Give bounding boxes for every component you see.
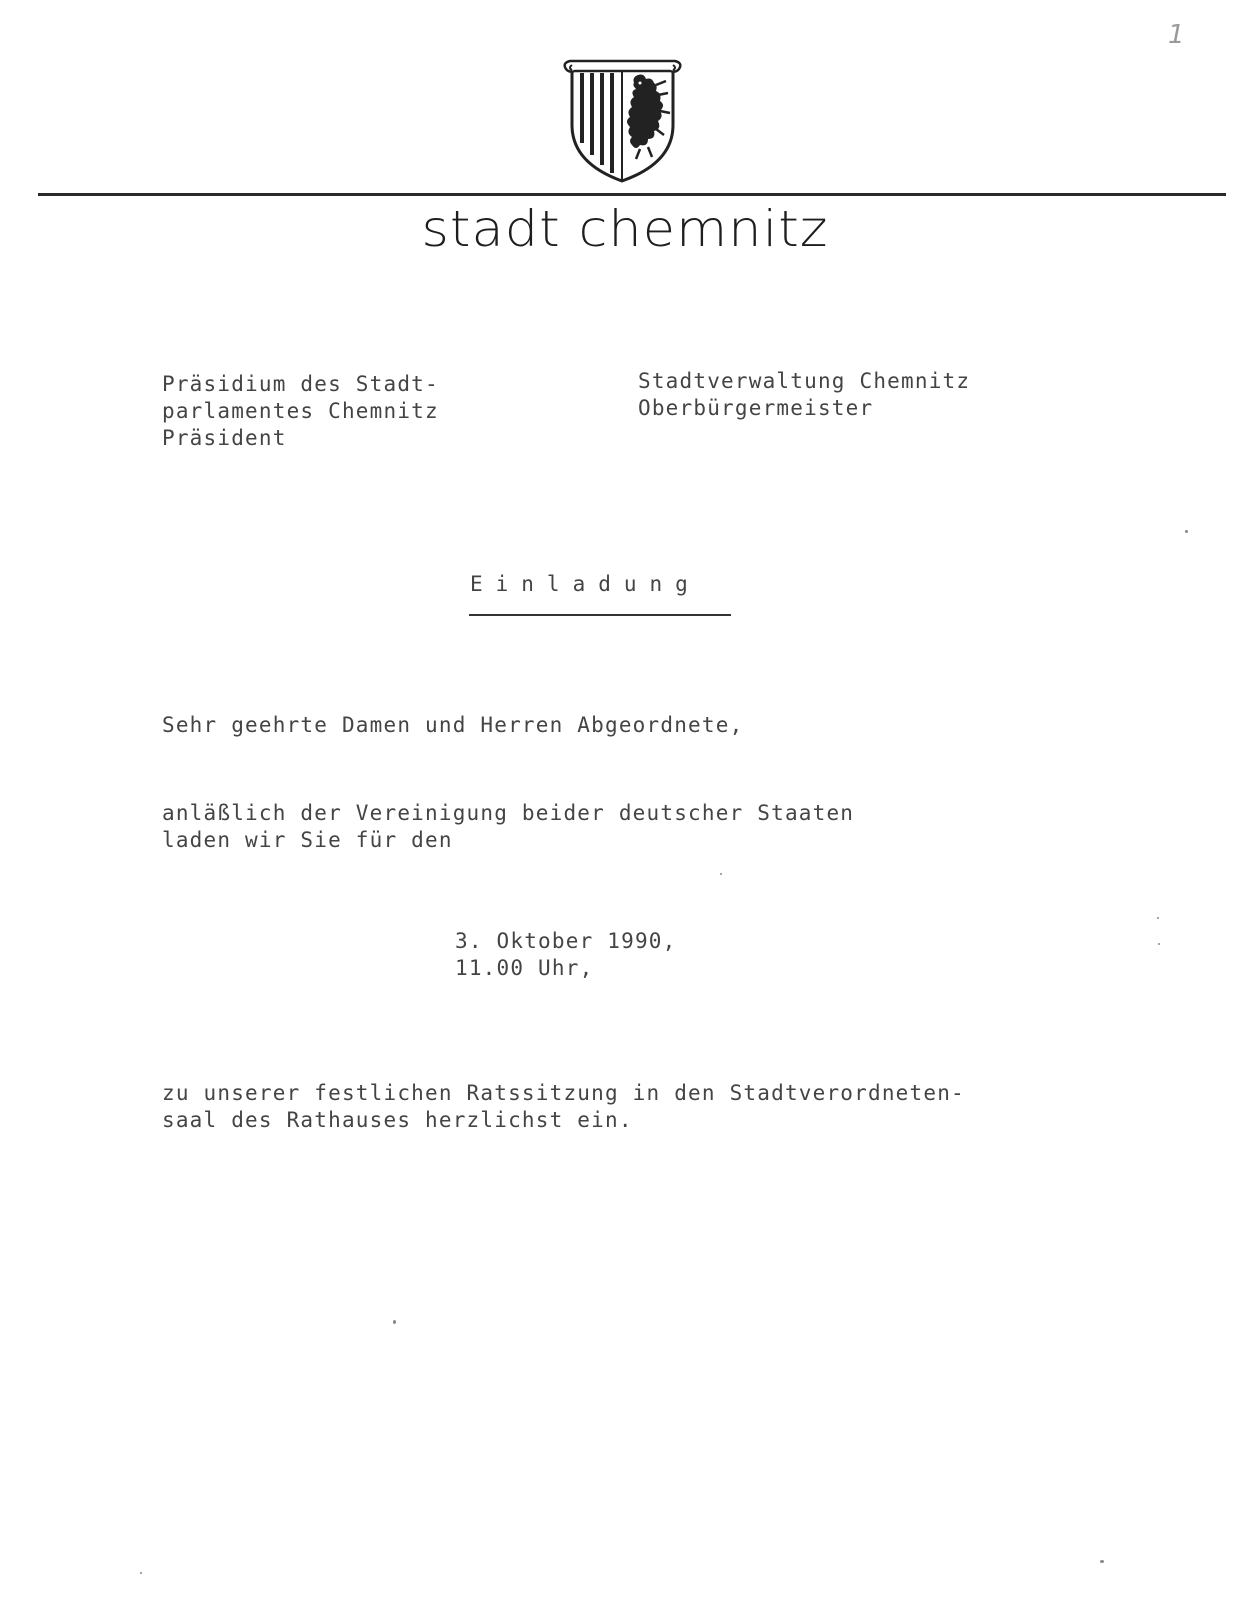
paragraph-1 bbox=[162, 800, 854, 854]
letterhead-rule bbox=[38, 193, 1226, 196]
title-underline bbox=[469, 614, 731, 616]
paragraph-2 bbox=[162, 1080, 965, 1134]
paragraph-line: saal des Rathauses herzlichst ein. bbox=[162, 1108, 633, 1132]
date-block bbox=[455, 928, 677, 982]
sender-left-line: Präsidium des Stadt- bbox=[162, 372, 439, 396]
scan-speck bbox=[720, 873, 722, 875]
event-time: 11.00 Uhr, bbox=[455, 956, 594, 980]
scan-speck bbox=[140, 1572, 142, 1574]
scan-speck bbox=[1100, 1560, 1104, 1563]
salutation: Sehr geehrte Damen und Herren Abgeordnete, bbox=[162, 713, 744, 737]
sender-right-block bbox=[638, 368, 970, 422]
sender-right-line: Oberbürgermeister bbox=[638, 396, 874, 420]
paragraph-line: anläßlich der Vereinigung beider deutscher Staaten bbox=[162, 801, 855, 825]
scan-speck bbox=[1158, 943, 1160, 945]
paragraph-line: zu unserer festlichen Ratssitzung in den Stadtverordneten- bbox=[162, 1081, 965, 1105]
sender-left-line: Präsident bbox=[162, 426, 287, 450]
scan-speck bbox=[1157, 917, 1159, 919]
event-date: 3. Oktober 1990, bbox=[455, 929, 677, 953]
sender-right-line: Stadtverwaltung Chemnitz bbox=[638, 369, 971, 393]
coat-of-arms-icon bbox=[560, 55, 685, 185]
scan-speck bbox=[393, 1320, 396, 1324]
document-title: Einladung bbox=[470, 572, 701, 596]
paragraph-line: laden wir Sie für den bbox=[162, 828, 453, 852]
sender-left-line: parlamentes Chemnitz bbox=[162, 399, 439, 423]
page-number: 1 bbox=[1168, 20, 1185, 50]
sender-left-block bbox=[162, 371, 439, 452]
letterhead-city-name: stadt chemnitz bbox=[421, 200, 829, 258]
scan-speck bbox=[1185, 530, 1188, 533]
